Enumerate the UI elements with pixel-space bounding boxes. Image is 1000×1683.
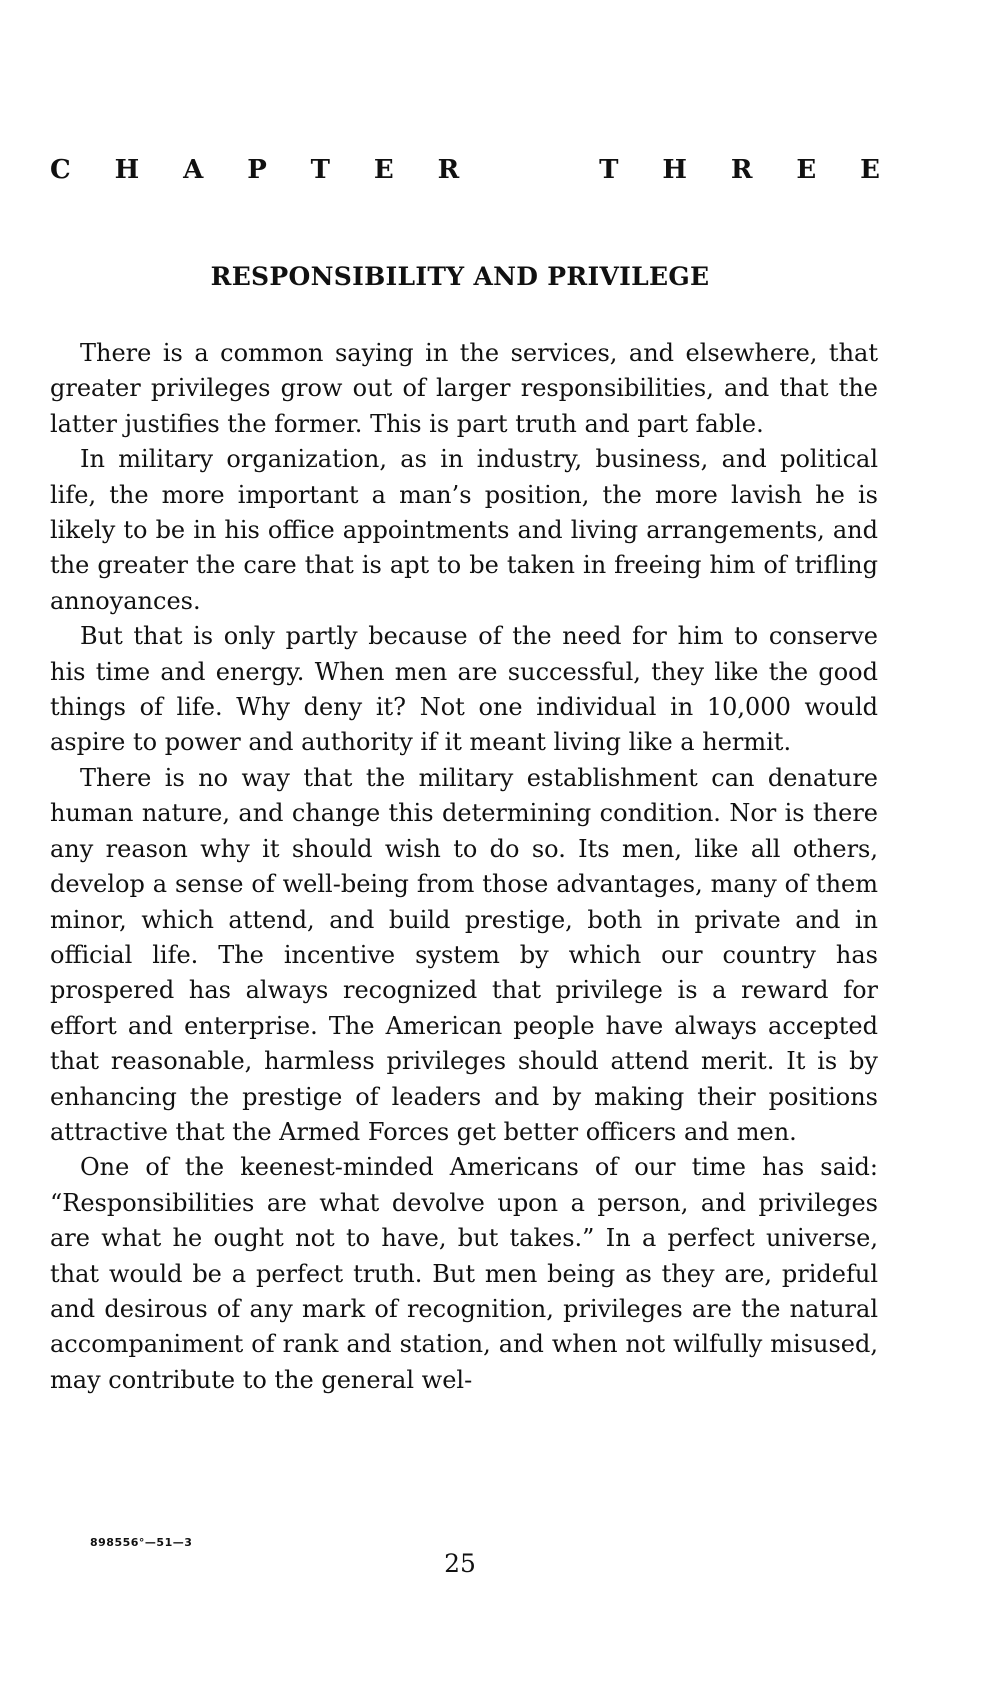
paragraph: There is a common saying in the services, and elsewhere, that greater privileges grow out of larger responsibilities, and that the latter justifies the former. This is part truth and part fable.	[50, 339, 878, 438]
chapter-letter: C	[50, 155, 71, 185]
chapter-letter: H	[662, 155, 687, 185]
chapter-label	[50, 152, 880, 188]
chapter-letter: T	[310, 155, 331, 185]
chapter-letter: P	[247, 155, 267, 185]
chapter-letter: T	[599, 155, 619, 185]
paragraph: There is no way that the military establishment can denature human nature, and change this determining condition. Nor is there any reason why it should wish to do so. Its men, like all others, develop a sense of well-being from those advantages, many of them minor, which attend, and build prestige, both in private and in official life. The incentive system by which our country has prospered has always recognized that privilege is a reward for effort and enterprise. The American people have always accepted that reasonable, harmless privileges should attend merit. It is by enhancing the prestige of leaders and by making their positions attractive that the Armed Forces get better officers and men.	[50, 763, 878, 1146]
chapter-letter: E	[373, 155, 394, 185]
paragraph: One of the keenest-minded Americans of our time has said: “Responsibilities are what devolve upon a person, and privileges are what he ought not to have, but takes.” In a perfect universe, that would be a perfect truth. But men being as they are, prideful and desirous of any mark of recognition, privileges are the natural accompaniment of rank and station, and when not wilfully misused, may contribute to the general wel-	[50, 1153, 878, 1394]
body-text	[50, 336, 878, 1398]
paragraph: In military organization, as in industry, business, and political life, the more important a man’s position, the more lavish he is likely to be in his office appointments and living arrangements, and the greater the care that is apt to be taken in freeing him of trifling annoyances.	[50, 445, 878, 615]
chapter-letter: R	[437, 155, 460, 185]
chapter-letter: E	[796, 155, 817, 185]
chapter-letter: H	[114, 155, 140, 185]
print-code: 898556°—51—3	[90, 1536, 193, 1549]
chapter-title: RESPONSIBILITY AND PRIVILEGE	[210, 261, 710, 291]
paragraph: But that is only partly because of the need for him to conserve his time and energy. When men are successful, they like the good things of life. Why deny it? Not one individual in 10,000 would aspire to power and authority if it meant living like a hermit.	[50, 622, 878, 757]
chapter-letter: R	[730, 155, 753, 185]
chapter-letter: A	[183, 155, 204, 185]
chapter-letter: E	[860, 155, 880, 185]
chapter-word-gap	[503, 152, 555, 188]
page-number: 25	[444, 1549, 476, 1578]
